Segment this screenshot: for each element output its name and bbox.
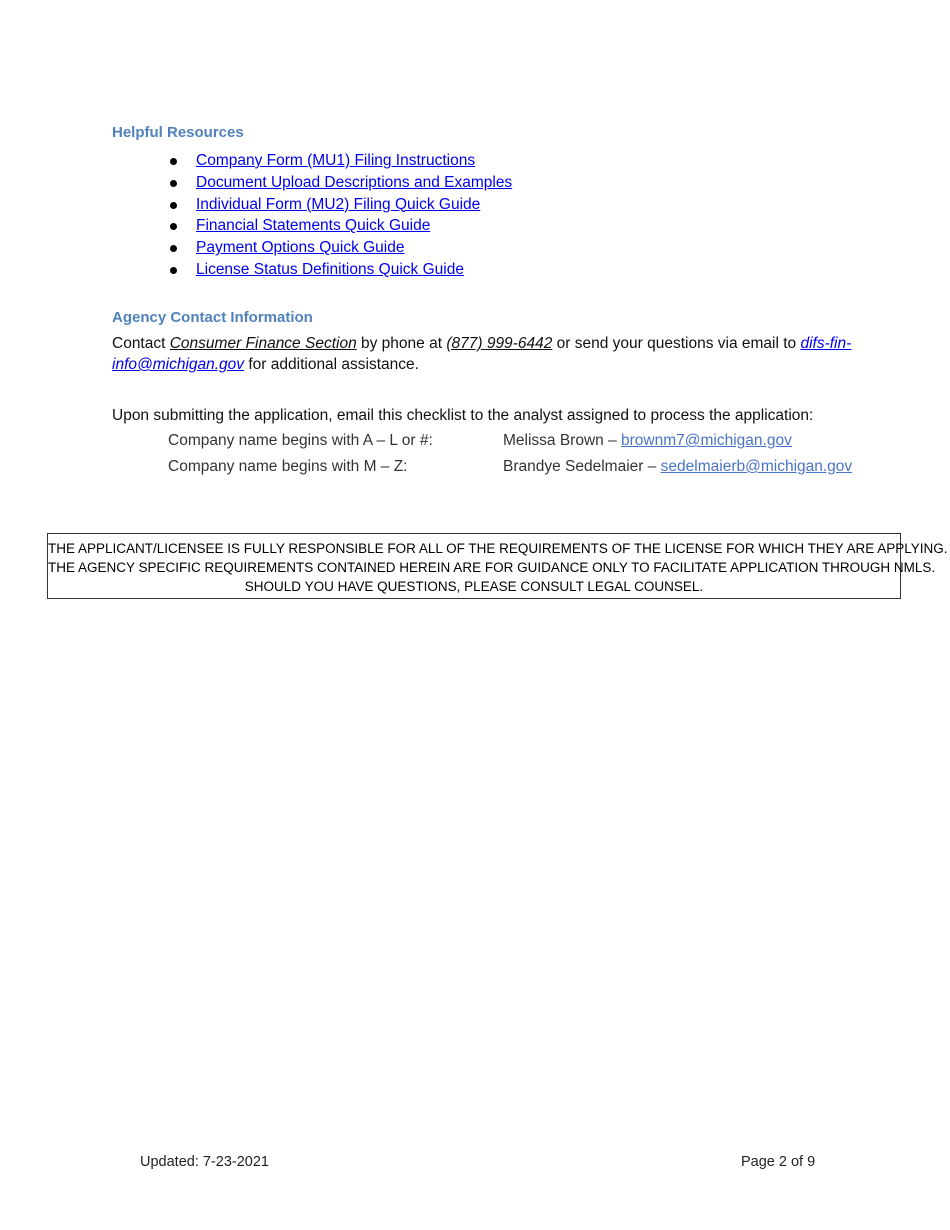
analyst-range-label: Company name begins with A – L or #:	[168, 432, 433, 449]
financial-statements-link[interactable]: Financial Statements Quick Guide	[196, 217, 431, 235]
disclaimer-line: SHOULD YOU HAVE QUESTIONS, PLEASE CONSULT LEGAL COUNSEL.	[244, 579, 704, 594]
list-item	[170, 237, 512, 259]
bullet-icon	[170, 245, 177, 252]
document-upload-link[interactable]: Document Upload Descriptions and Examples	[196, 173, 513, 191]
list-item	[170, 194, 512, 216]
disclaimer-box	[47, 533, 948, 599]
payment-options-link[interactable]: Payment Options Quick Guide	[196, 239, 405, 257]
bullet-icon	[170, 180, 177, 187]
helpful-resources-list	[170, 150, 512, 281]
analyst-name-text: Melissa Brown –	[503, 432, 622, 449]
disclaimer-line: THE AGENCY SPECIFIC REQUIREMENTS CONTAINED HEREIN ARE FOR GUIDANCE ONLY TO FACILITATE APPLICATION THROUGH NMLS.	[48, 560, 936, 575]
phone-number: (877) 999-6442	[446, 335, 553, 352]
analyst-email-link[interactable]: sedelmaierb@michigan.gov	[660, 458, 853, 475]
list-item	[170, 172, 512, 194]
license-status-link[interactable]: License Status Definitions Quick Guide	[196, 260, 464, 278]
bullet-icon	[170, 267, 177, 274]
analyst-email-link[interactable]: brownm7@michigan.gov	[621, 432, 792, 449]
contact-text: Contact	[112, 335, 170, 352]
list-item	[170, 259, 512, 281]
footer-page-number: Page 2 of 9	[741, 1154, 816, 1170]
by-phone-text: by phone at	[356, 335, 447, 352]
mu2-quick-guide-link[interactable]: Individual Form (MU2) Filing Quick Guide	[196, 195, 481, 213]
analyst-range-label: Company name begins with M – Z:	[168, 458, 408, 475]
analyst-name	[503, 456, 852, 478]
email-prefix-text: or send your questions via email to	[552, 335, 801, 352]
bullet-icon	[170, 223, 177, 230]
agency-contact-heading: Agency Contact Information	[112, 309, 313, 326]
section-name: Consumer Finance Section	[169, 335, 357, 352]
list-item	[170, 150, 512, 172]
submission-instruction: Upon submitting the application, email this checklist to the analyst assigned to process the application:	[112, 407, 814, 424]
agency-email-link[interactable]: difs-fin-info@michigan.gov	[112, 335, 852, 373]
bullet-icon	[170, 158, 177, 165]
mu1-filing-instructions-link[interactable]: Company Form (MU1) Filing Instructions	[196, 152, 476, 169]
contact-paragraph	[112, 333, 857, 375]
disclaimer-line: THE APPLICANT/LICENSEE IS FULLY RESPONSIBLE FOR ALL OF THE REQUIREMENTS OF THE LICENSE FOR WHICH THEY ARE APPLYING.	[48, 541, 948, 556]
bullet-icon	[170, 202, 177, 209]
analyst-name	[503, 430, 792, 452]
helpful-resources-heading: Helpful Resources	[112, 124, 244, 141]
assistance-text: for additional assistance.	[244, 356, 419, 373]
footer-updated-date: Updated: 7-23-2021	[140, 1154, 269, 1170]
list-item	[170, 215, 512, 237]
analyst-name-text: Brandye Sedelmaier –	[503, 458, 661, 475]
